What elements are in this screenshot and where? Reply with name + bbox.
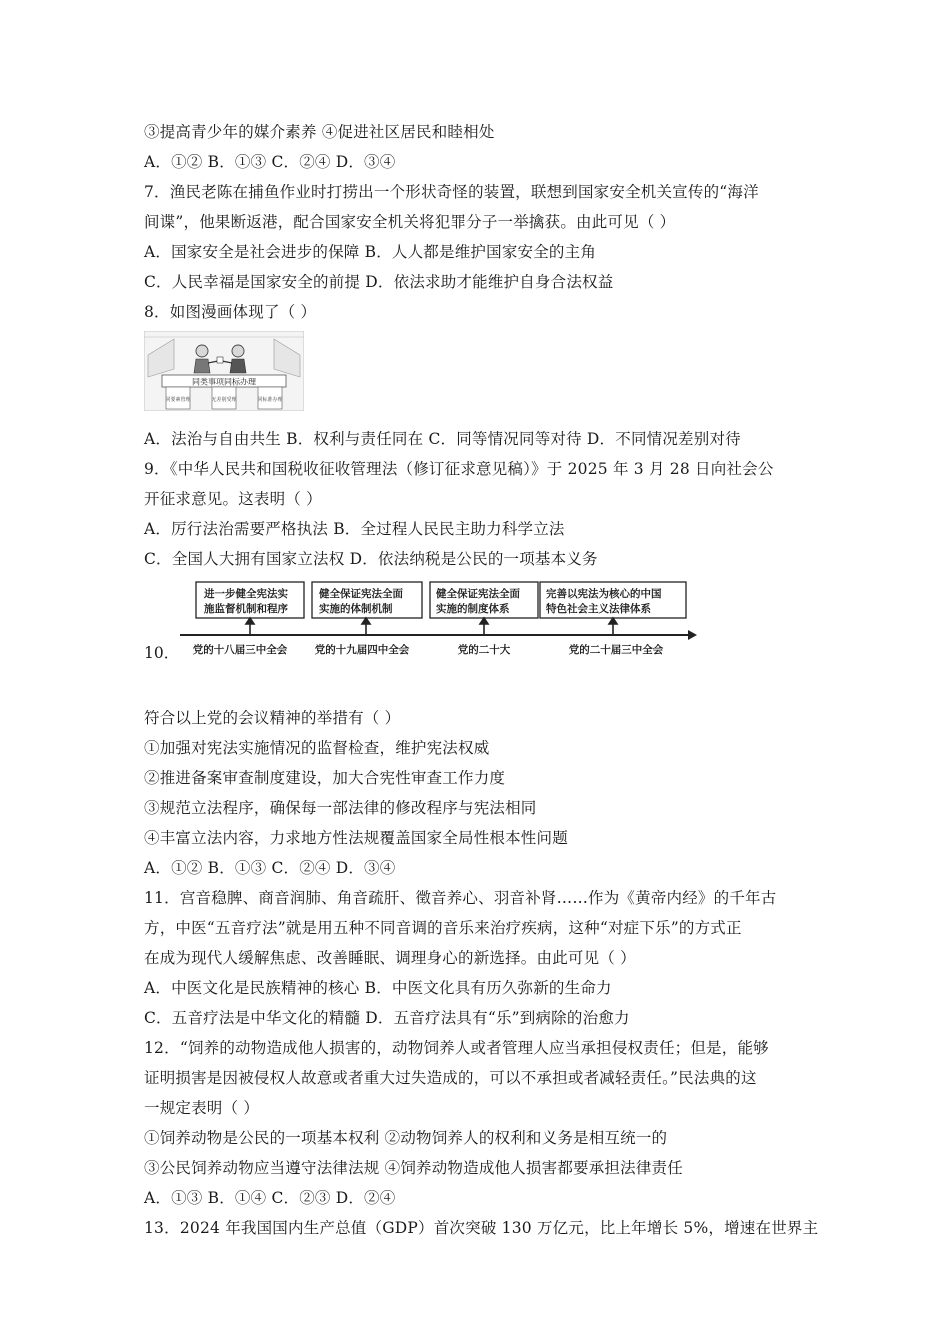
q11-stem-1: 11．宫音稳脾、商音润肺、角音疏肝、徵音养心、羽音补肾……作为《黄帝内经》的千年古: [144, 889, 777, 907]
q9-answers-ab: A．厉行法治需要严格执法 B．全过程人民民主助力科学立法: [144, 520, 565, 538]
q9-answers-cd: C．全国人大拥有国家立法权 D．依法纳税是公民的一项基本义务: [144, 550, 598, 568]
q7-answers-cd: C．人民幸福是国家安全的前提 D．依法求助才能维护自身合法权益: [144, 273, 614, 291]
q9-stem-2: 开征求意见。这表明（ ）: [144, 490, 322, 508]
q10-option-1: ①加强对宪法实施情况的监督检查，维护宪法权威: [144, 739, 490, 757]
q12-options-12: ①饲养动物是公民的一项基本权利 ②动物饲养人的权利和义务是相互统一的: [144, 1129, 668, 1147]
timeline-box-3-line-2: 实施的制度体系: [436, 603, 510, 615]
cartoon-image: [144, 331, 304, 411]
q7-stem-2: 间谍”，他果断返港，配合国家安全机关将犯罪分子一举擒获。由此可见（ ）: [144, 213, 676, 231]
cartoon-pillar-2: 无差别受理: [211, 397, 237, 403]
q11-answers-ab: A．中医文化是民族精神的核心 B．中医文化具有历久弥新的生命力: [144, 979, 612, 997]
q10-option-2: ②推进备案审查制度建设，加大合宪性审查工作力度: [144, 769, 506, 787]
q9-stem-1: 9．《中华人民共和国税收征收管理法（修订征求意见稿）》于 2025 年 3 月 28 日向社会公: [144, 460, 774, 478]
q12-stem-3: 一规定表明（ ）: [144, 1099, 260, 1117]
q7-answers-ab: A．国家安全是社会进步的保障 B．人人都是维护国家安全的主角: [144, 243, 597, 261]
q10-option-3: ③规范立法程序，确保每一部法律的修改程序与宪法相同: [144, 799, 537, 817]
q11-stem-2: 方，中医“五音疗法”就是用五种不同音调的音乐来治疗疾病，这种“对症下乐”的方式正: [144, 919, 742, 937]
q11-answers-cd: C．五音疗法是中华文化的精髓 D．五音疗法具有“乐”到病除的治愈力: [144, 1009, 630, 1027]
timeline-figure: [176, 576, 698, 662]
cartoon-pillar-3: 同标准办理: [257, 397, 283, 403]
q12-stem-2: 证明损害是因被侵权人故意或者重大过失造成的，可以不承担或者减轻责任。”民法典的这: [144, 1069, 757, 1087]
timeline-label-3: 党的二十大: [457, 644, 511, 656]
q10-answers: A．①② B．①③ C．②④ D．③④: [144, 859, 396, 877]
q10-number: 10．: [144, 644, 180, 662]
q12-options-34: ③公民饲养动物应当遵守法律法规 ④饲养动物造成他人损害都要承担法律责任: [144, 1159, 683, 1177]
cartoon-banner: 同类事项同标办理: [192, 377, 256, 387]
timeline-label-2: 党的十九届四中全会: [314, 644, 410, 656]
timeline-box-4-line-2: 特色社会主义法律体系: [546, 603, 651, 615]
timeline-box-4-line-1: 完善以宪法为核心的中国: [546, 588, 662, 600]
cartoon-pillar-1: 同要素管理: [165, 397, 191, 403]
q8-answers: A．法治与自由共生 B．权利与责任同在 C．同等情况同等对待 D．不同情况差别对待: [144, 430, 741, 448]
timeline-box-2-line-1: 健全保证宪法全面: [319, 588, 403, 600]
q6-answers: A．①② B．①③ C．②④ D．③④: [144, 153, 396, 171]
timeline-label-4: 党的二十届三中全会: [568, 644, 664, 656]
q10-stem: 符合以上党的会议精神的举措有（ ）: [144, 709, 401, 727]
q12-stem-1: 12．“饲养的动物造成他人损害的，动物饲养人或者管理人应当承担侵权责任；但是，能够: [144, 1039, 769, 1057]
timeline-box-3-line-1: 健全保证宪法全面: [436, 588, 520, 600]
q8-stem: 8．如图漫画体现了（ ）: [144, 303, 317, 321]
timeline-box-1-line-1: 进一步健全宪法实: [204, 588, 288, 600]
timeline-box-2-line-2: 实施的体制机制: [319, 603, 393, 615]
timeline-label-1: 党的十八届三中全会: [192, 644, 288, 656]
q11-stem-3: 在成为现代人缓解焦虑、改善睡眠、调理身心的新选择。由此可见（ ）: [144, 949, 636, 967]
q12-answers: A．①③ B．①④ C．②③ D．②④: [144, 1189, 396, 1207]
q10-option-4: ④丰富立法内容，力求地方性法规覆盖国家全局性根本性问题: [144, 829, 568, 847]
q13-stem-1: 13．2024 年我国国内生产总值（GDP）首次突破 130 万亿元，比上年增长 5%，增速在世界主: [144, 1219, 819, 1237]
q7-stem-1: 7．渔民老陈在捕鱼作业时打捞出一个形状奇怪的装置，联想到国家安全机关宣传的“海洋: [144, 183, 759, 201]
q6-option-line: ③提高青少年的媒介素养 ④促进社区居民和睦相处: [144, 123, 495, 141]
timeline-box-1-line-2: 施监督机制和程序: [204, 603, 288, 615]
